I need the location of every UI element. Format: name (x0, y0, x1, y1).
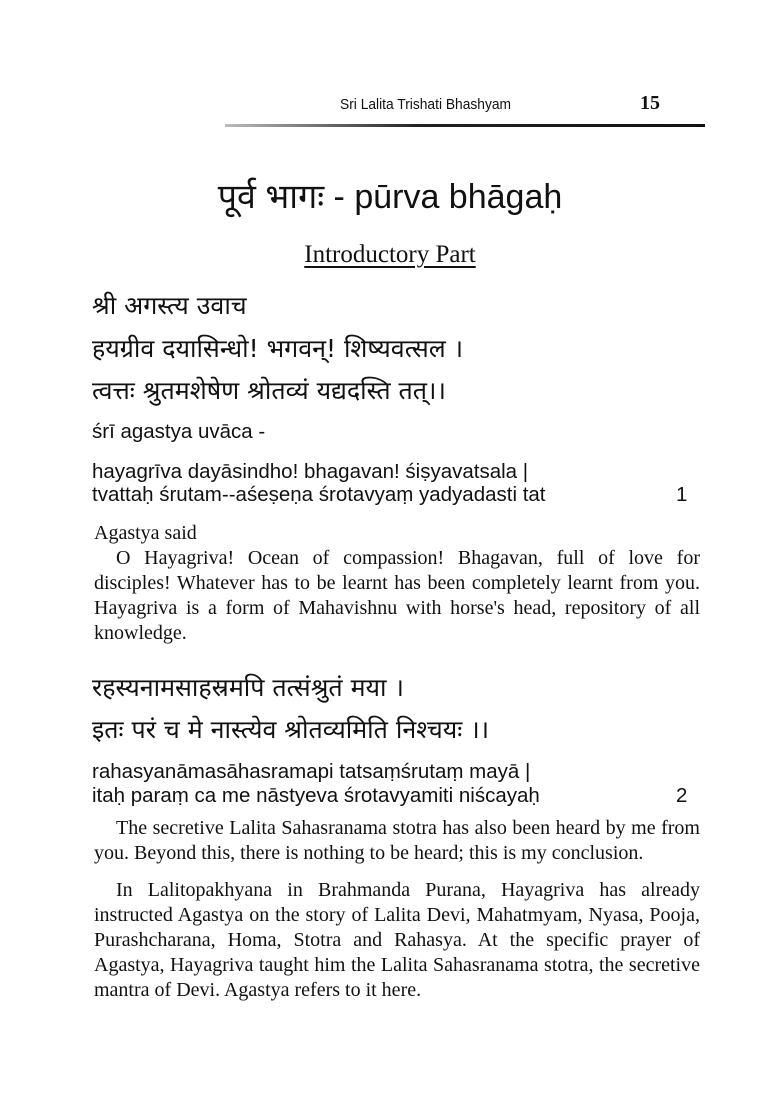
verse2-translit-line: rahasyanāmasāhasramapi tatsaṃśrutaṃ mayā | (92, 760, 531, 783)
verse2-meaning (94, 816, 700, 1003)
commentary-text: In Lalitopakhyana in Brahmanda Purana, Hayagriva has already instructed Agastya on the story of Lalita Devi, Mahatmyam, Nyasa, Pooja, Purashcharana, Homa, Stotra and Rahasya. At the specific prayer of Agastya, Hayagriva taught him the Lalita Sahasranama stotra, the secretive mantra of Devi. Agastya refers to it here. (94, 879, 700, 1001)
verse1-speaker-translit: śrī agastya uvāca - (92, 420, 266, 443)
verse2-translit-line: itaḥ paraṃ ca me nāstyeva śrotavyamiti niścayaḥ (92, 784, 540, 807)
section-title: पूर्व भागः - pūrva bhāgaḥ (217, 178, 563, 216)
verse2-number: 2 (676, 784, 688, 807)
verse1-number: 1 (676, 483, 688, 506)
verse1-devanagari-line: त्वत्तः श्रुतमशेषेण श्रोतव्यं यद्यदस्ति तत्।। (92, 376, 446, 405)
meaning-label: Agastya said (94, 522, 197, 544)
verse1-meaning (94, 521, 700, 646)
running-header-title: Sri Lalita Trishati Bhashyam (340, 96, 512, 113)
page-number: 15 (640, 92, 660, 114)
meaning-text: O Hayagriva! Ocean of compassion! Bhagavan, full of love for disciples! Whatever has to be learnt has been completely learnt from you. Hayagriva is a form of Mahavishnu with horse's head, repository of all knowledge. (94, 547, 700, 644)
verse1-speaker-devanagari: श्री अगस्त्य उवाच (92, 291, 247, 320)
verse2-devanagari-line: रहस्यनामसाहस्रमपि तत्संश्रुतं मया । (92, 673, 404, 702)
verse2-devanagari-line: इतः परं च मे नास्त्येव श्रोतव्यमिति निश्चयः ।। (92, 715, 490, 744)
meaning-text: The secretive Lalita Sahasranama stotra has also been heard by me from you. Beyond this, there is nothing to be heard; this is my conclusion. (94, 817, 700, 864)
verse1-devanagari-line: हयग्रीव दयासिन्धो! भगवन्! शिष्यवत्सल । (92, 334, 464, 363)
section-subtitle: Introductory Part (304, 241, 476, 268)
header-rule (225, 124, 705, 127)
verse1-translit-line: tvattaḥ śrutam--aśeṣeṇa śrotavyaṃ yadyadasti tat (92, 483, 546, 506)
verse1-translit-line: hayagrīva dayāsindho! bhagavan! śiṣyavatsala | (92, 460, 529, 483)
